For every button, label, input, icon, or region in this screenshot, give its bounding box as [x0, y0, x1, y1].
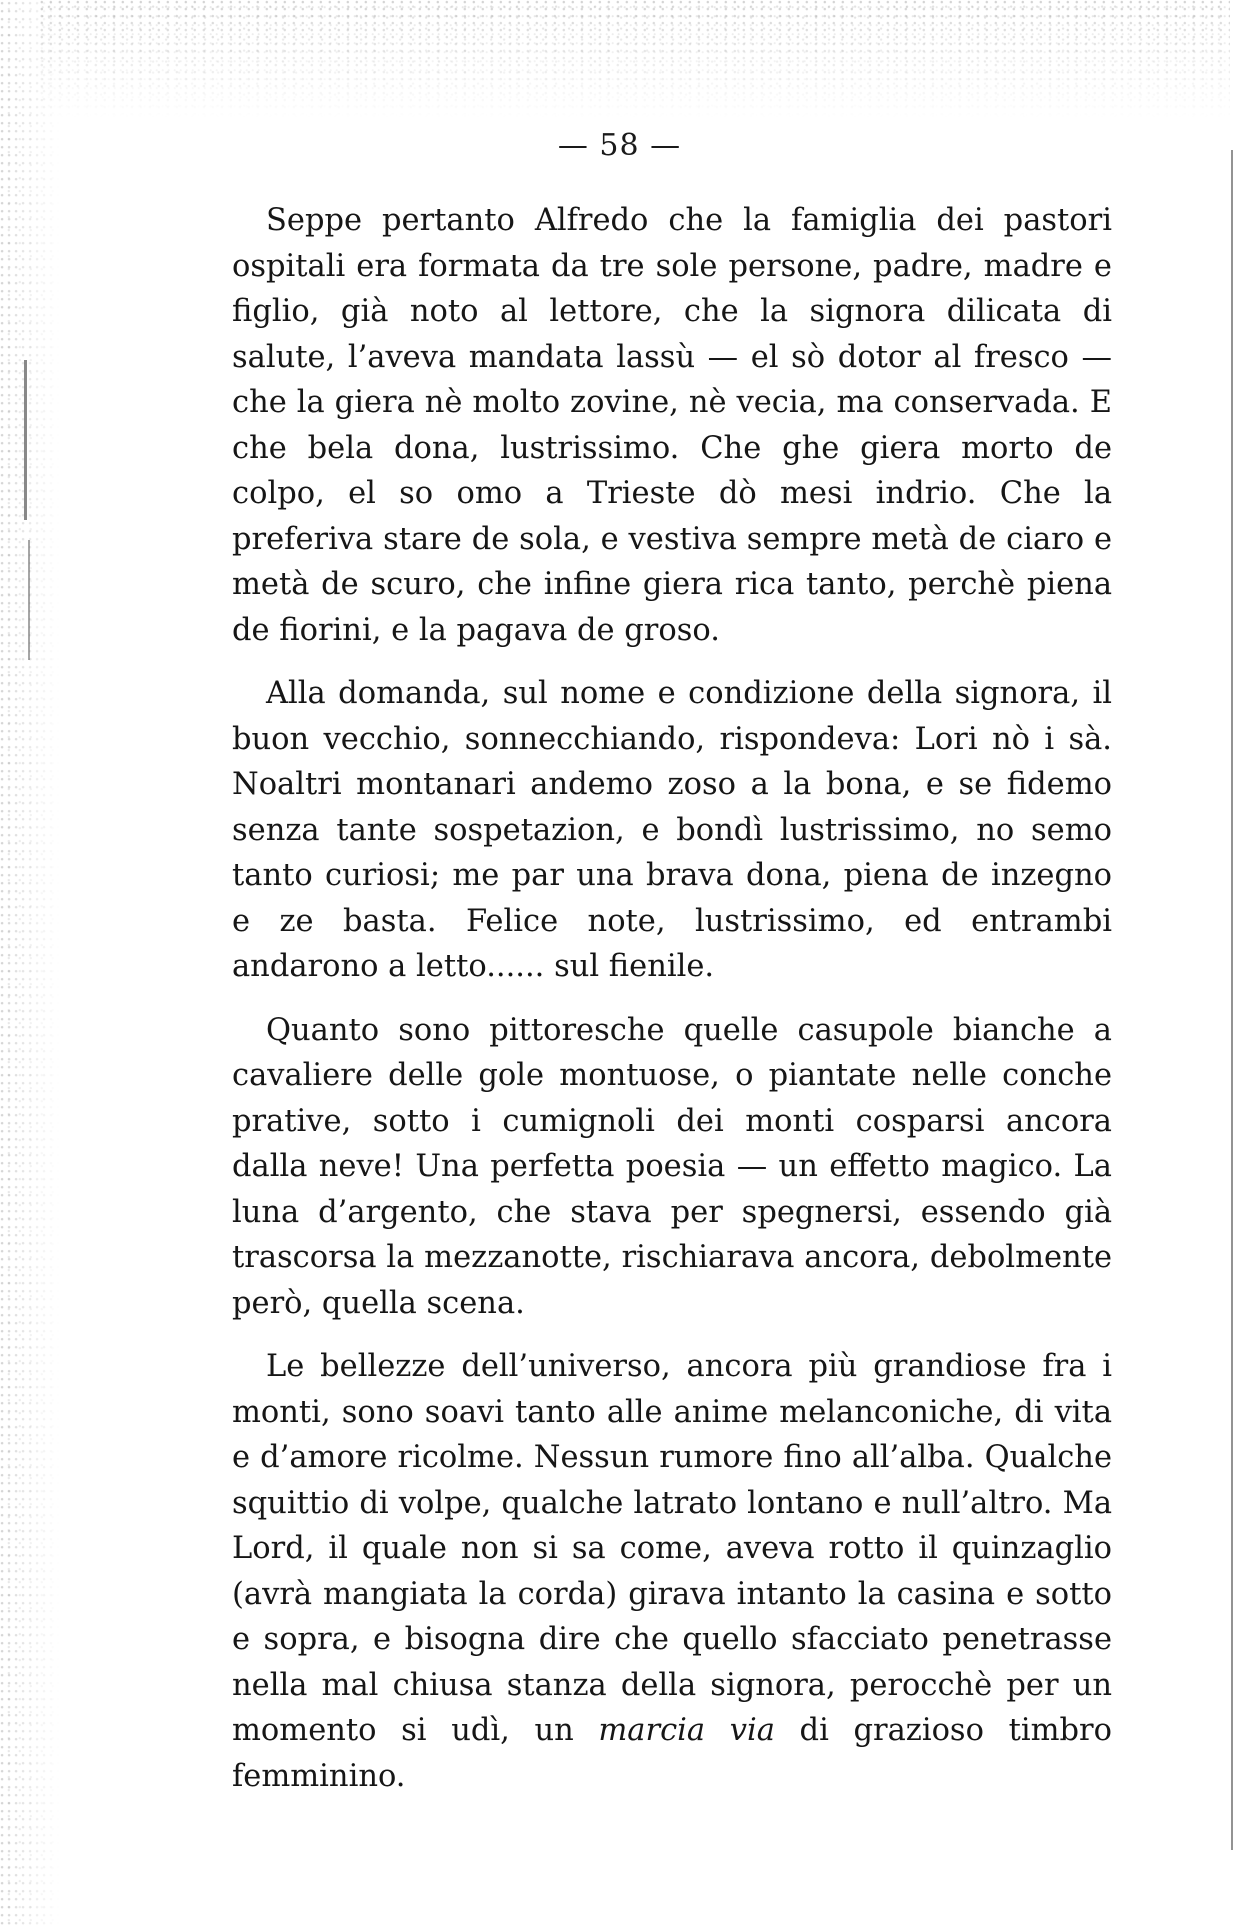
- body-text: [232, 198, 1112, 1799]
- paragraph-4-text-before: Le bellezze dell’universo, ancora più grandiose fra i monti, sono soavi tanto alle anime melanconiche, di vita e d’amore ricolme. Nessun rumore fino all’alba. Qualche squittio di volpe, qualche latrato lontano e null’altro. Ma Lord, il quale non si sa come, aveva rotto il quinzaglio (avrà mangiata la corda) girava intanto la casina e sotto e sopra, e bisogna dire che quello sfacciato penetrasse nella mal chiusa stanza della signora, perocchè per un momento si udì, un: [232, 1349, 1112, 1748]
- page-edge-right: [1231, 150, 1233, 1850]
- paragraph-4: [232, 1344, 1112, 1799]
- paragraph-4-text-after: di grazioso timbro femminino.: [232, 1713, 1112, 1794]
- page-edge-left-mark: [28, 540, 30, 660]
- scan-noise-top: [40, 0, 1230, 120]
- paragraph-2: Alla domanda, sul nome e condizione della signora, il buon vecchio, sonnecchiando, rispondeva: Lori nò i sà. Noaltri montanari andemo zoso a la bona, e se fidemo senza tante sospetazion, e bondì lustrissimo, no semo tanto curiosi; me par una brava dona, piena de inzegno e ze basta. Felice note, lustrissimo, ed entrambi andarono a letto...... sul fienile.: [232, 676, 1112, 984]
- page-number: — 58 —: [557, 128, 682, 163]
- paragraph-3: Quanto sono pittoresche quelle casupole bianche a cavaliere delle gole montuose, o piantate nelle conche prative, sotto i cumignoli dei monti cosparsi ancora dalla neve! Una perfetta poesia — un effetto magico. La luna d’argento, che stava per spegnersi, essendo già trascorsa la mezzanotte, rischiarava ancora, debolmente però, quella scena.: [232, 1012, 1112, 1321]
- paragraph-1: Seppe pertanto Alfredo che la famiglia dei pastori ospitali era formata da tre sole persone, padre, madre e figlio, già noto al lettore, che la signora dilicata di salute, l’aveva mandata lassù — el sò dotor al fresco — che la giera nè molto zovine, nè vecia, ma conservada. E che bela dona, lustrissimo. Che ghe giera morto de colpo, el so omo a Trieste dò mesi indrio. Che la preferiva stare de sola, e vestiva sempre metà de ciaro e metà de scuro, che infine giera rica tanto, perchè piena de fiorini, e la pagava de groso.: [232, 203, 1112, 648]
- page-edge-left-mark: [24, 360, 27, 520]
- scan-noise-left: [0, 0, 60, 1927]
- paragraph-4-italic-phrase: marcia via: [598, 1713, 775, 1748]
